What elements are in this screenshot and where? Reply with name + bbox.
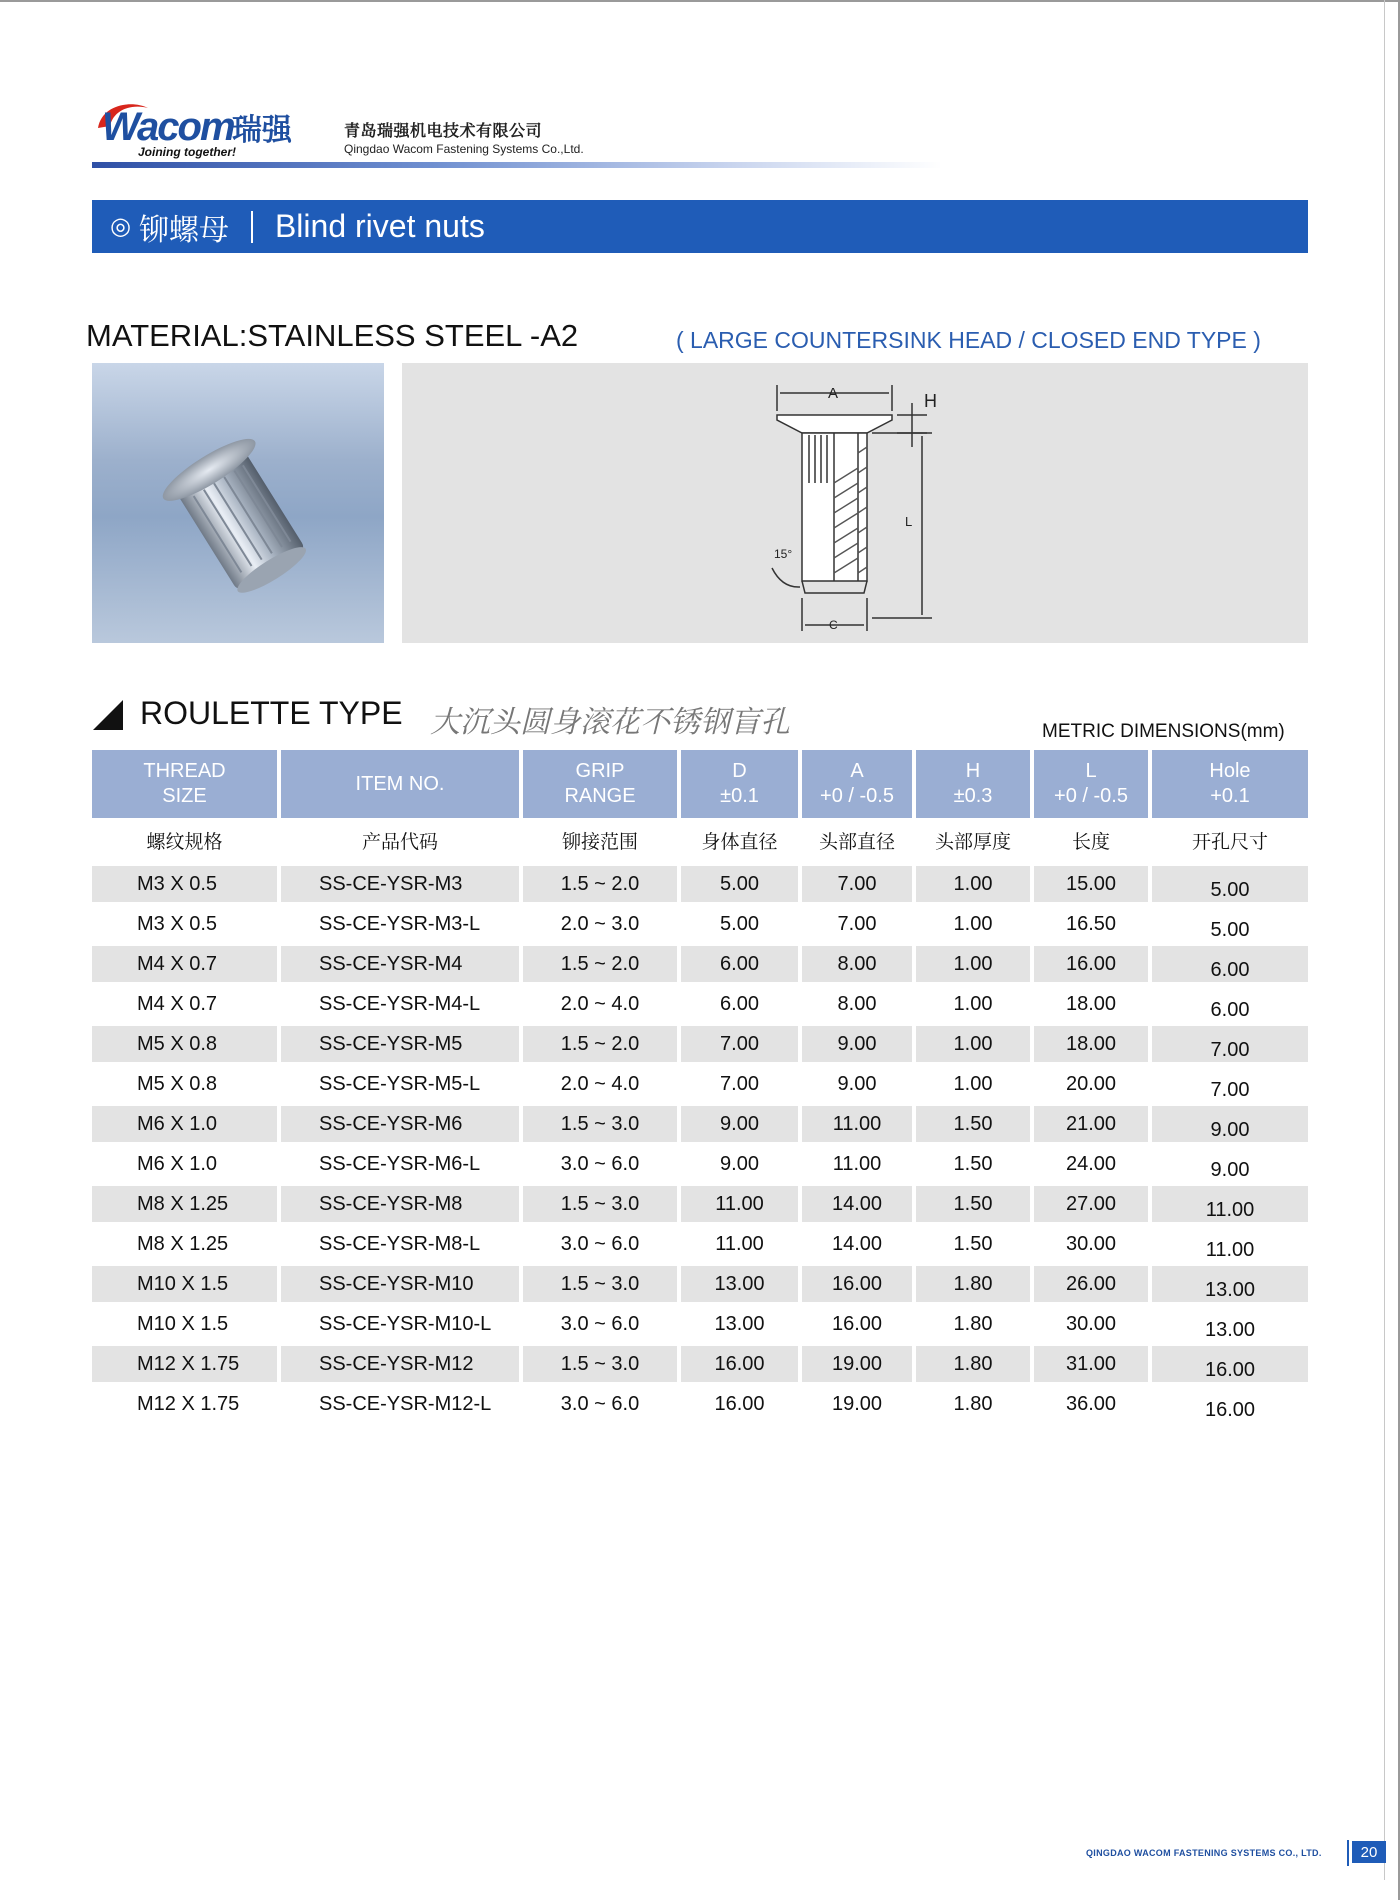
header-line1: ITEM NO. — [355, 772, 445, 795]
cell-d: 13.00 — [681, 1266, 798, 1302]
product-photo — [92, 363, 384, 643]
cell-hole: 11.00 — [1152, 1186, 1308, 1222]
cell-l: 16.00 — [1034, 946, 1148, 982]
header-line2: SIZE — [162, 785, 207, 807]
header-hole — [1152, 750, 1308, 818]
cell-h: 1.50 — [953, 1232, 993, 1255]
cell-thread-size: M3 X 0.5 — [92, 866, 277, 902]
header-cn: 铆接范围 — [561, 830, 638, 853]
cell-hole: 6.00 — [1152, 946, 1308, 982]
svg-text:瑞强: 瑞强 — [232, 113, 292, 148]
header-line1: GRIP — [575, 760, 625, 782]
label-l: L — [905, 514, 913, 529]
svg-text:Joining together!: Joining together! — [138, 145, 236, 159]
cell-l: 18.00 — [1034, 1026, 1148, 1062]
cell-hole: 6.00 — [1210, 998, 1250, 1021]
svg-text:Wacom: Wacom — [102, 105, 234, 149]
technical-drawing — [402, 363, 1308, 643]
cell-l: 30.00 — [1065, 1232, 1117, 1255]
table-row — [92, 904, 1308, 944]
table-header-row — [92, 750, 1308, 818]
section-title-bar — [92, 200, 1308, 253]
cell-h: 1.80 — [916, 1266, 1030, 1302]
cell-d: 9.00 — [720, 1152, 759, 1175]
units-label: METRIC DIMENSIONS(mm) — [1042, 721, 1285, 742]
page-number: 20 — [1352, 1841, 1386, 1863]
header-line2: ±0.3 — [953, 785, 993, 807]
header-h — [916, 750, 1030, 818]
header-cn: 长度 — [1071, 830, 1110, 853]
cell-h: 1.00 — [953, 912, 993, 935]
cell-hole: 13.00 — [1204, 1318, 1256, 1341]
cell-d: 6.00 — [681, 946, 798, 982]
header-line2: RANGE — [564, 785, 636, 807]
header-line1: L — [1085, 760, 1097, 782]
product-subtype: ( LARGE COUNTERSINK HEAD / CLOSED END TYPE ) — [676, 327, 1261, 353]
header-cn: 产品代码 — [361, 830, 438, 853]
cell-a: 16.00 — [802, 1266, 912, 1302]
section-title-cn: 大沉头圆身滚花不锈钢盲孔 — [430, 705, 790, 740]
header-cn: 开孔尺寸 — [1191, 830, 1268, 853]
cell-l: 24.00 — [1065, 1152, 1117, 1175]
cell-d: 5.00 — [720, 912, 759, 935]
cell-item-no: SS-CE-YSR-M8-L — [319, 1232, 481, 1255]
title-cn: 铆螺母 — [138, 212, 229, 248]
cell-grip-range: 1.5 ~ 2.0 — [523, 866, 677, 902]
cell-a: 9.00 — [837, 1072, 877, 1095]
cell-item-no: SS-CE-YSR-M6 — [281, 1106, 519, 1142]
cell-h: 1.80 — [953, 1392, 993, 1415]
cell-l: 27.00 — [1034, 1186, 1148, 1222]
page-border-inner — [1384, 0, 1385, 1880]
header-line1: Hole — [1209, 760, 1251, 782]
cell-l: 31.00 — [1034, 1346, 1148, 1382]
table-row — [92, 864, 1308, 904]
table-row — [92, 1264, 1308, 1304]
cell-d: 7.00 — [720, 1072, 759, 1095]
footer-company: QINGDAO WACOM FASTENING SYSTEMS CO., LTD. — [1086, 1848, 1322, 1858]
table-row — [92, 1064, 1308, 1104]
label-angle: 15° — [774, 547, 793, 561]
cell-thread-size: M12 X 1.75 — [92, 1346, 277, 1382]
cell-thread-size: M4 X 0.7 — [137, 992, 218, 1015]
header-line2: +0 / -0.5 — [820, 785, 894, 807]
cell-hole: 5.00 — [1152, 866, 1308, 902]
cell-d: 6.00 — [720, 992, 759, 1015]
cell-grip-range: 3.0 ~ 6.0 — [560, 1232, 640, 1255]
cell-item-no: SS-CE-YSR-M4 — [281, 946, 519, 982]
cell-a: 8.00 — [802, 946, 912, 982]
cell-hole: 16.00 — [1204, 1398, 1256, 1421]
cell-d: 7.00 — [681, 1026, 798, 1062]
table-row — [92, 984, 1308, 1024]
cell-h: 1.80 — [953, 1312, 993, 1335]
cell-hole: 9.00 — [1210, 1158, 1250, 1181]
table-row — [92, 944, 1308, 984]
cell-a: 8.00 — [837, 992, 877, 1015]
header-cn: 头部直径 — [818, 830, 895, 853]
rivet-nut-image — [92, 363, 384, 643]
cell-thread-size: M12 X 1.75 — [137, 1392, 240, 1415]
cell-item-no: SS-CE-YSR-M6-L — [319, 1152, 481, 1175]
cell-a: 14.00 — [802, 1186, 912, 1222]
cell-thread-size: M10 X 1.5 — [92, 1266, 277, 1302]
cell-grip-range: 1.5 ~ 3.0 — [523, 1346, 677, 1382]
table-row — [92, 1184, 1308, 1224]
title-en: Blind rivet nuts — [274, 208, 485, 244]
cell-grip-range: 2.0 ~ 4.0 — [560, 992, 640, 1015]
cell-hole: 13.00 — [1152, 1266, 1308, 1302]
cell-a: 14.00 — [831, 1232, 883, 1255]
cell-item-no: SS-CE-YSR-M12-L — [319, 1392, 492, 1415]
cell-thread-size: M6 X 1.0 — [92, 1106, 277, 1142]
cell-d: 5.00 — [681, 866, 798, 902]
cell-hole: 7.00 — [1152, 1026, 1308, 1062]
cell-h: 1.00 — [916, 1026, 1030, 1062]
cell-h: 1.00 — [916, 946, 1030, 982]
table-row — [92, 1104, 1308, 1144]
cell-hole: 5.00 — [1210, 918, 1250, 941]
cell-h: 1.50 — [916, 1186, 1030, 1222]
table-row — [92, 1384, 1308, 1424]
footer-divider — [1347, 1840, 1349, 1866]
cell-l: 26.00 — [1034, 1266, 1148, 1302]
cell-grip-range: 2.0 ~ 3.0 — [560, 912, 640, 935]
cell-grip-range: 3.0 ~ 6.0 — [560, 1392, 640, 1415]
header-l — [1034, 750, 1148, 818]
header-cn: 头部厚度 — [934, 830, 1011, 853]
cell-item-no: SS-CE-YSR-M8 — [281, 1186, 519, 1222]
header-thread-size — [92, 750, 277, 818]
cell-grip-range: 3.0 ~ 6.0 — [560, 1152, 640, 1175]
cell-thread-size: M6 X 1.0 — [137, 1152, 218, 1175]
table-row — [92, 1304, 1308, 1344]
header-line2: +0 / -0.5 — [1054, 785, 1128, 807]
cell-grip-range: 3.0 ~ 6.0 — [560, 1312, 640, 1335]
cell-thread-size: M5 X 0.8 — [92, 1026, 277, 1062]
material-heading: MATERIAL:STAINLESS STEEL -A2 — [86, 318, 579, 353]
cell-h: 1.00 — [953, 1072, 993, 1095]
cell-l: 20.00 — [1065, 1072, 1117, 1095]
header-a — [802, 750, 912, 818]
cell-l: 21.00 — [1034, 1106, 1148, 1142]
cell-thread-size: M10 X 1.5 — [137, 1312, 229, 1335]
cell-grip-range: 1.5 ~ 2.0 — [523, 1026, 677, 1062]
header-cn: 身体直径 — [701, 830, 778, 853]
cell-d: 11.00 — [715, 1232, 764, 1255]
cell-h: 1.00 — [953, 992, 993, 1015]
cell-hole: 11.00 — [1205, 1238, 1255, 1261]
cell-grip-range: 1.5 ~ 2.0 — [523, 946, 677, 982]
cell-item-no: SS-CE-YSR-M5-L — [319, 1072, 481, 1095]
cell-item-no: SS-CE-YSR-M3-L — [319, 912, 481, 935]
bullseye-icon: ◎ — [110, 213, 131, 240]
cell-a: 7.00 — [802, 866, 912, 902]
cell-thread-size: M4 X 0.7 — [92, 946, 277, 982]
cell-d: 11.00 — [681, 1186, 798, 1222]
table-row — [92, 1344, 1308, 1384]
cell-h: 1.50 — [916, 1106, 1030, 1142]
header-line2: ±0.1 — [720, 785, 759, 807]
cell-thread-size: M3 X 0.5 — [137, 912, 218, 935]
cell-l: 36.00 — [1065, 1392, 1117, 1415]
table-row — [92, 1144, 1308, 1184]
cell-d: 16.00 — [714, 1392, 765, 1415]
cell-l: 30.00 — [1065, 1312, 1117, 1335]
label-h: H — [924, 391, 937, 411]
header-line1: THREAD — [143, 760, 226, 782]
cell-a: 7.00 — [837, 912, 877, 935]
cell-grip-range: 1.5 ~ 3.0 — [523, 1186, 677, 1222]
cell-a: 19.00 — [802, 1346, 912, 1382]
header-gradient-line — [92, 162, 942, 168]
cell-h: 1.00 — [916, 866, 1030, 902]
label-c: C — [829, 618, 838, 632]
header-cn: 螺纹规格 — [146, 830, 223, 853]
section-title-en: ROULETTE TYPE — [140, 695, 403, 731]
cell-hole: 7.00 — [1210, 1078, 1250, 1101]
label-a: A — [828, 385, 839, 402]
company-name-en: Qingdao Wacom Fastening Systems Co.,Ltd. — [344, 142, 584, 156]
cell-grip-range: 2.0 ~ 4.0 — [560, 1072, 640, 1095]
cell-d: 13.00 — [714, 1312, 765, 1335]
cell-hole: 9.00 — [1152, 1106, 1308, 1142]
header-line1: A — [850, 760, 864, 782]
header-line1: D — [732, 760, 747, 782]
table-body — [92, 864, 1308, 1424]
cell-l: 15.00 — [1034, 866, 1148, 902]
cell-thread-size: M5 X 0.8 — [137, 1072, 218, 1095]
cell-a: 11.00 — [802, 1106, 912, 1142]
triangle-icon — [93, 700, 123, 730]
table-row — [92, 1224, 1308, 1264]
cell-item-no: SS-CE-YSR-M5 — [281, 1026, 519, 1062]
cell-l: 18.00 — [1065, 992, 1117, 1015]
cell-a: 19.00 — [831, 1392, 883, 1415]
cell-grip-range: 1.5 ~ 3.0 — [523, 1266, 677, 1302]
cell-item-no: SS-CE-YSR-M10-L — [319, 1312, 492, 1335]
cell-a: 11.00 — [832, 1152, 882, 1175]
cell-thread-size: M8 X 1.25 — [92, 1186, 277, 1222]
cell-item-no: SS-CE-YSR-M4-L — [319, 992, 481, 1015]
cell-a: 9.00 — [802, 1026, 912, 1062]
cell-hole: 16.00 — [1152, 1346, 1308, 1382]
cell-h: 1.50 — [953, 1152, 993, 1175]
title-divider — [251, 211, 253, 243]
cell-item-no: SS-CE-YSR-M10 — [281, 1266, 519, 1302]
header-grip-range — [523, 750, 677, 818]
header-d — [681, 750, 798, 818]
header-item-no — [281, 750, 519, 818]
wacom-logo — [92, 98, 322, 160]
cell-d: 9.00 — [681, 1106, 798, 1142]
dimensions-table — [92, 750, 1308, 1424]
company-name-cn: 青岛瑞强机电技术有限公司 — [344, 121, 543, 140]
header-line2: +0.1 — [1210, 785, 1250, 807]
cell-l: 16.50 — [1065, 912, 1117, 935]
dimension-diagram — [402, 363, 1308, 643]
cell-thread-size: M8 X 1.25 — [137, 1232, 229, 1255]
table-row — [92, 1024, 1308, 1064]
cell-grip-range: 1.5 ~ 3.0 — [523, 1106, 677, 1142]
cell-d: 16.00 — [681, 1346, 798, 1382]
company-name — [344, 118, 584, 156]
cell-item-no: SS-CE-YSR-M3 — [281, 866, 519, 902]
cell-a: 16.00 — [831, 1312, 883, 1335]
table-header-cn-row — [92, 818, 1308, 862]
header-line1: H — [965, 760, 981, 782]
cell-item-no: SS-CE-YSR-M12 — [281, 1346, 519, 1382]
page-border-top — [0, 0, 1400, 2]
cell-h: 1.80 — [916, 1346, 1030, 1382]
